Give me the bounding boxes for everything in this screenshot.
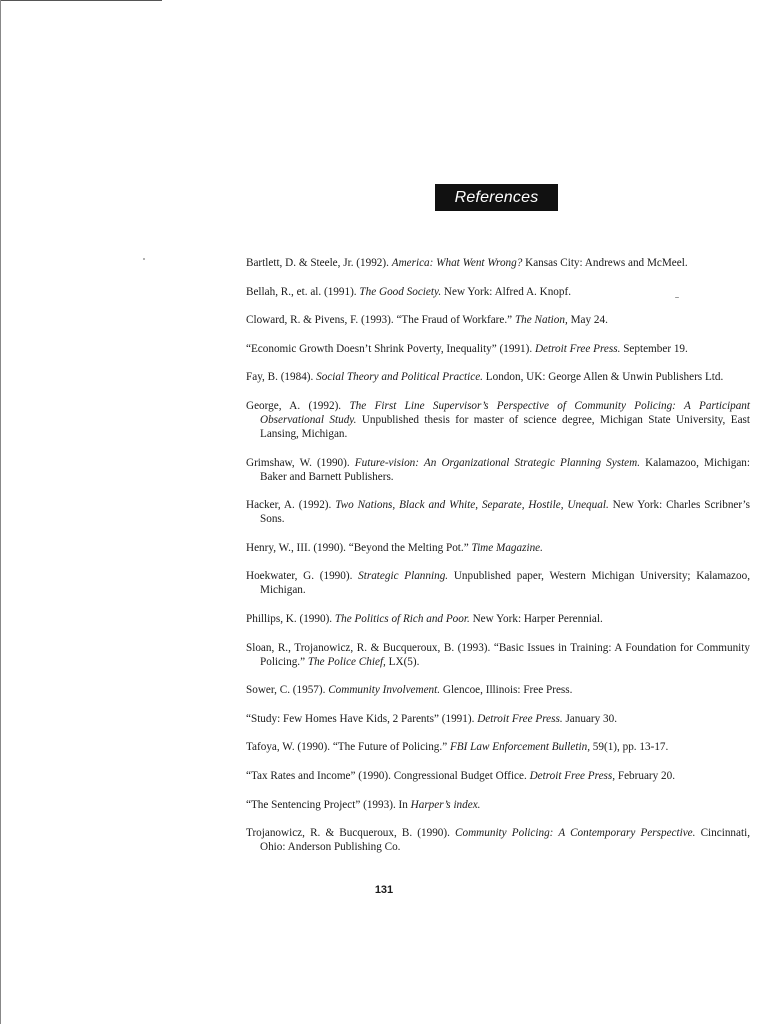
reference-title: The Good Society. xyxy=(359,285,442,298)
reference-text: Hoekwater, G. (1990). xyxy=(246,570,359,583)
reference-entry xyxy=(246,798,750,812)
reference-title: The First Line Supervisor’s Perspective of Community Policing: A Participant Observational Study. xyxy=(260,399,750,426)
reference-entry xyxy=(246,456,750,484)
reference-title: Detroit Free Press, xyxy=(529,769,616,782)
page-number: 131 xyxy=(374,884,394,896)
reference-entry xyxy=(246,712,750,726)
scan-speck xyxy=(143,258,145,260)
reference-text: January 30. xyxy=(562,712,618,725)
reference-text: Tafoya, W. (1990). “The Future of Policing.” xyxy=(246,741,450,754)
reference-entry xyxy=(246,285,750,299)
reference-title: The Police Chief, xyxy=(307,655,386,668)
reference-text: Cloward, R. & Pivens, F. (1993). “The Fraud of Workfare.” xyxy=(246,314,515,327)
reference-entry xyxy=(246,313,750,327)
reference-title: Social Theory and Political Practice. xyxy=(316,371,483,384)
reference-entry xyxy=(246,342,750,356)
reference-title: Community Involvement. xyxy=(328,684,441,697)
reference-text: George, A. (1992). xyxy=(246,399,350,412)
reference-text: LX(5). xyxy=(385,655,420,668)
reference-entry xyxy=(246,541,750,555)
reference-text: London, UK: George Allen & Unwin Publishers Ltd. xyxy=(482,371,724,384)
reference-title: Community Policing: A Contemporary Perspective. xyxy=(455,827,696,840)
reference-entry xyxy=(246,641,750,669)
reference-entry xyxy=(246,612,750,626)
reference-entry xyxy=(246,826,750,854)
reference-text: September 19. xyxy=(620,342,688,355)
reference-text: Phillips, K. (1990). xyxy=(246,612,335,625)
reference-title: Harper’s index. xyxy=(410,798,481,811)
reference-text: Sower, C. (1957). xyxy=(246,684,329,697)
reference-text: Unpublished thesis for master of science degree, Michigan State University, East Lansing, Michigan. xyxy=(260,413,750,440)
reference-text: Sloan, R., Trojanowicz, R. & Bucqueroux, B. (1993). “Basic Issues in Training: A Foundation for Community Policing.” xyxy=(246,641,750,668)
reference-list xyxy=(246,256,750,869)
reference-text: Kansas City: Andrews and McMeel. xyxy=(522,257,688,269)
reference-text: Trojanowicz, R. & Bucqueroux, B. (1990). xyxy=(246,827,456,840)
reference-text: Grimshaw, W. (1990). xyxy=(246,456,355,469)
reference-title: Future-vision: An Organizational Strategic Planning System. xyxy=(354,456,641,469)
reference-title: Strategic Planning. xyxy=(358,570,449,583)
scan-edge-left xyxy=(0,0,1,1024)
reference-text: Fay, B. (1984). xyxy=(246,371,317,384)
reference-text: Hacker, A. (1992). xyxy=(246,499,336,512)
reference-entry xyxy=(246,370,750,384)
reference-text: Henry, W., III. (1990). “Beyond the Melting Pot.” xyxy=(246,541,472,554)
references-heading: References xyxy=(435,184,558,211)
reference-entry xyxy=(246,569,750,597)
reference-entry xyxy=(246,740,750,754)
reference-text: Bellah, R., et. al. (1991). xyxy=(246,285,360,298)
reference-entry xyxy=(246,498,750,526)
reference-text: February 20. xyxy=(615,769,676,782)
reference-text: Unpublished paper, Western Michigan University; Kalamazoo, Michigan. xyxy=(260,570,750,597)
reference-entry xyxy=(246,683,750,697)
reference-title: Detroit Free Press. xyxy=(477,712,563,725)
reference-text: Glencoe, Illinois: Free Press. xyxy=(440,684,573,697)
reference-entry xyxy=(246,399,750,441)
reference-text: Kalamazoo, Michigan: Baker and Barnett Publishers. xyxy=(260,456,750,483)
reference-text: Bartlett, D. & Steele, Jr. (1992). xyxy=(246,257,392,269)
reference-title: Time Magazine. xyxy=(471,541,543,554)
reference-title: Two Nations, Black and White, Separate, Hostile, Unequal. xyxy=(335,499,609,512)
reference-text: May 24. xyxy=(567,314,608,327)
reference-text: “Study: Few Homes Have Kids, 2 Parents” (1991). xyxy=(246,712,478,725)
reference-entry xyxy=(246,769,750,783)
reference-entry xyxy=(246,256,750,270)
scan-edge-top xyxy=(0,0,162,1)
reference-text: New York: Charles Scribner’s Sons. xyxy=(260,499,750,526)
reference-text: 59(1), pp. 13-17. xyxy=(590,741,669,754)
reference-title: FBI Law Enforcement Bulletin, xyxy=(449,741,590,754)
reference-title: Detroit Free Press. xyxy=(534,342,621,355)
reference-text: Cincinnati, Ohio: Anderson Publishing Co. xyxy=(260,827,750,854)
reference-text: “The Sentencing Project” (1993). In xyxy=(246,798,411,811)
reference-title: The Politics of Rich and Poor. xyxy=(334,612,470,625)
reference-title: America: What Went Wrong? xyxy=(391,257,523,269)
reference-title: The Nation, xyxy=(514,314,568,327)
reference-text: “Economic Growth Doesn’t Shrink Poverty, Inequality” (1991). xyxy=(246,342,535,355)
reference-text: New York: Harper Perennial. xyxy=(469,612,603,625)
reference-text: New York: Alfred A. Knopf. xyxy=(441,285,572,298)
reference-text: “Tax Rates and Income” (1990). Congressional Budget Office. xyxy=(246,769,530,782)
